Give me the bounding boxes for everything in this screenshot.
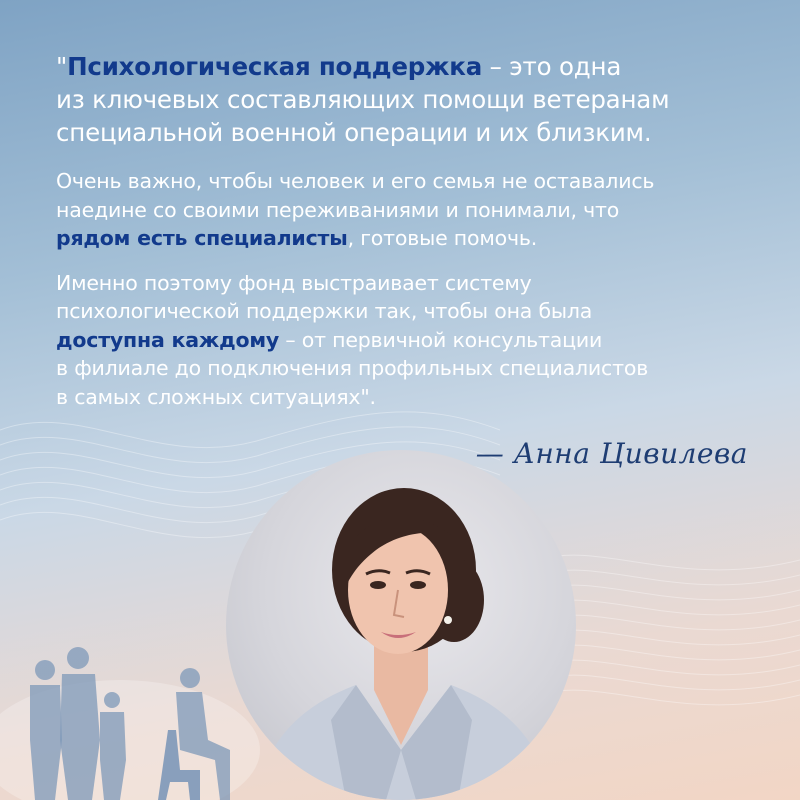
woman-portrait-illustration [226,450,576,800]
quote-text: – от первичной консультации [279,327,603,352]
quote-text: – это одна [482,52,622,81]
highlight-available-to-everyone: доступна каждому [56,327,280,352]
highlight-psychological-support: Психологическая поддержка [67,52,483,81]
quote-text: в филиале до подключения профильных специалистов [56,356,649,380]
quote-block [56,50,756,427]
quote-paragraph-1 [56,50,756,149]
quote-text: специальной военной операции и их близким. [56,118,652,147]
quote-text: Именно поэтому фонд выстраивает систему [56,270,532,295]
quote-paragraph-2 [56,167,756,253]
quote-text: , готовые помочь. [347,226,538,250]
quote-text: Очень важно, чтобы человек и его семья не оставались [56,169,655,193]
author-portrait [226,450,576,800]
family-silhouettes-icon [0,600,260,800]
quote-text: наедине со своими переживаниями и понимали, что [56,197,620,222]
quote-text: психологической поддержки так, чтобы она была [56,299,593,323]
highlight-specialists-nearby: рядом есть специалисты [56,226,348,250]
quote-paragraph-3 [56,269,756,412]
author-signature: — Анна Цивилева [475,437,748,470]
quote-open-mark: " [56,52,68,81]
quote-text: из ключевых составляющих помощи ветеранам [56,85,670,114]
quote-text: в самых сложных ситуациях". [56,384,376,409]
